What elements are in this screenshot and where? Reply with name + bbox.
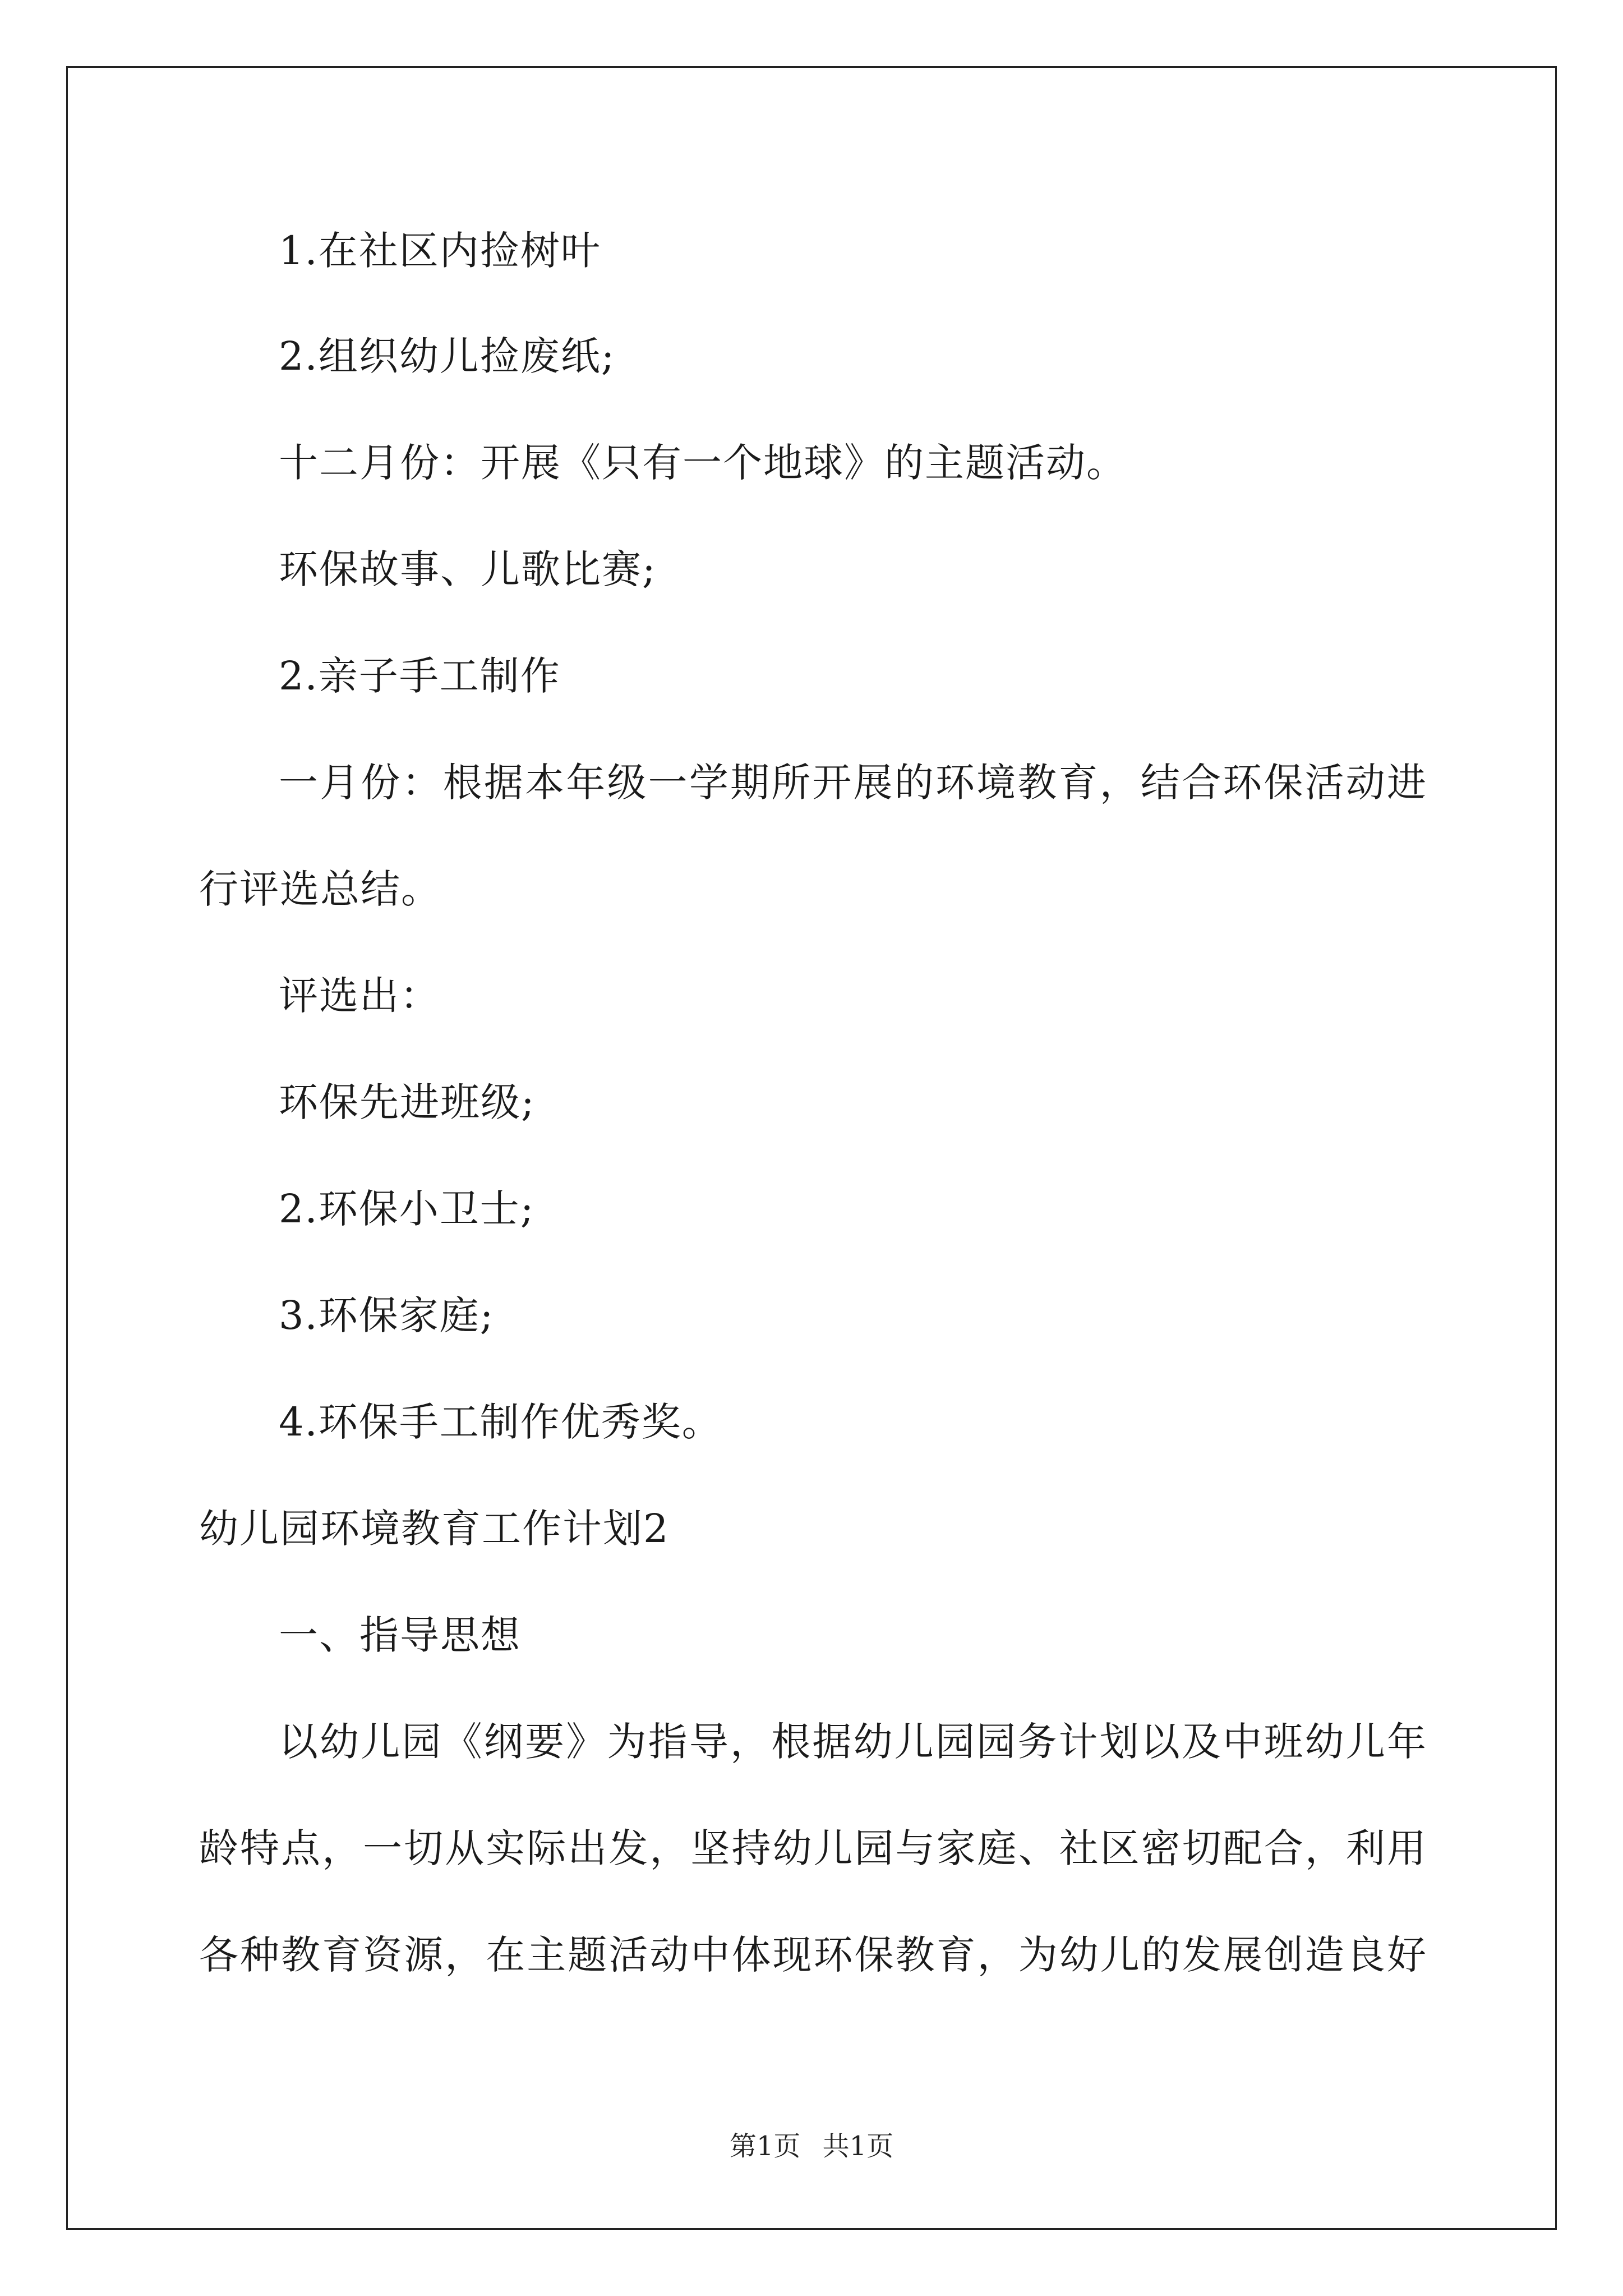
text-line: 2.亲子手工制作 bbox=[279, 653, 561, 699]
paragraph-line: 以幼儿园《纲要》为指导，根据幼儿园园务计划以及中班幼儿年 bbox=[279, 1719, 1427, 1765]
page-border bbox=[66, 66, 1557, 2230]
text-line: 评选出： bbox=[279, 973, 440, 1019]
text-line: 4.环保手工制作优秀奖。 bbox=[279, 1399, 722, 1445]
page-footer bbox=[0, 2133, 1623, 2160]
paragraph-line: 一月份：根据本年级一学期所开展的环境教育，结合环保活动进 bbox=[279, 760, 1427, 806]
text-line: 1.在社区内捡树叶 bbox=[279, 228, 601, 274]
paragraph-line: 龄特点，一切从实际出发，坚持幼儿园与家庭、社区密切配合，利用 bbox=[199, 1825, 1427, 1871]
text-line: 环保故事、儿歌比赛; bbox=[279, 546, 657, 592]
paragraph-line: 行评选总结。 bbox=[199, 866, 441, 912]
text-line: 十二月份：开展《只有一个地球》的主题活动。 bbox=[279, 440, 1127, 486]
section-title: 幼儿园环境教育工作计划2 bbox=[199, 1506, 670, 1552]
page-number: 第1页 bbox=[729, 2131, 801, 2162]
page-total: 共1页 bbox=[822, 2131, 894, 2162]
paragraph-line: 各种教育资源，在主题活动中体现环保教育，为幼儿的发展创造良好 bbox=[199, 1932, 1427, 1978]
text-line: 2.组织幼儿捡废纸; bbox=[279, 333, 616, 379]
section-heading: 一、指导思想 bbox=[279, 1612, 521, 1658]
text-line: 2.环保小卫士; bbox=[279, 1186, 535, 1232]
text-line: 3.环保家庭; bbox=[279, 1292, 495, 1338]
text-line: 环保先进班级; bbox=[279, 1079, 536, 1125]
